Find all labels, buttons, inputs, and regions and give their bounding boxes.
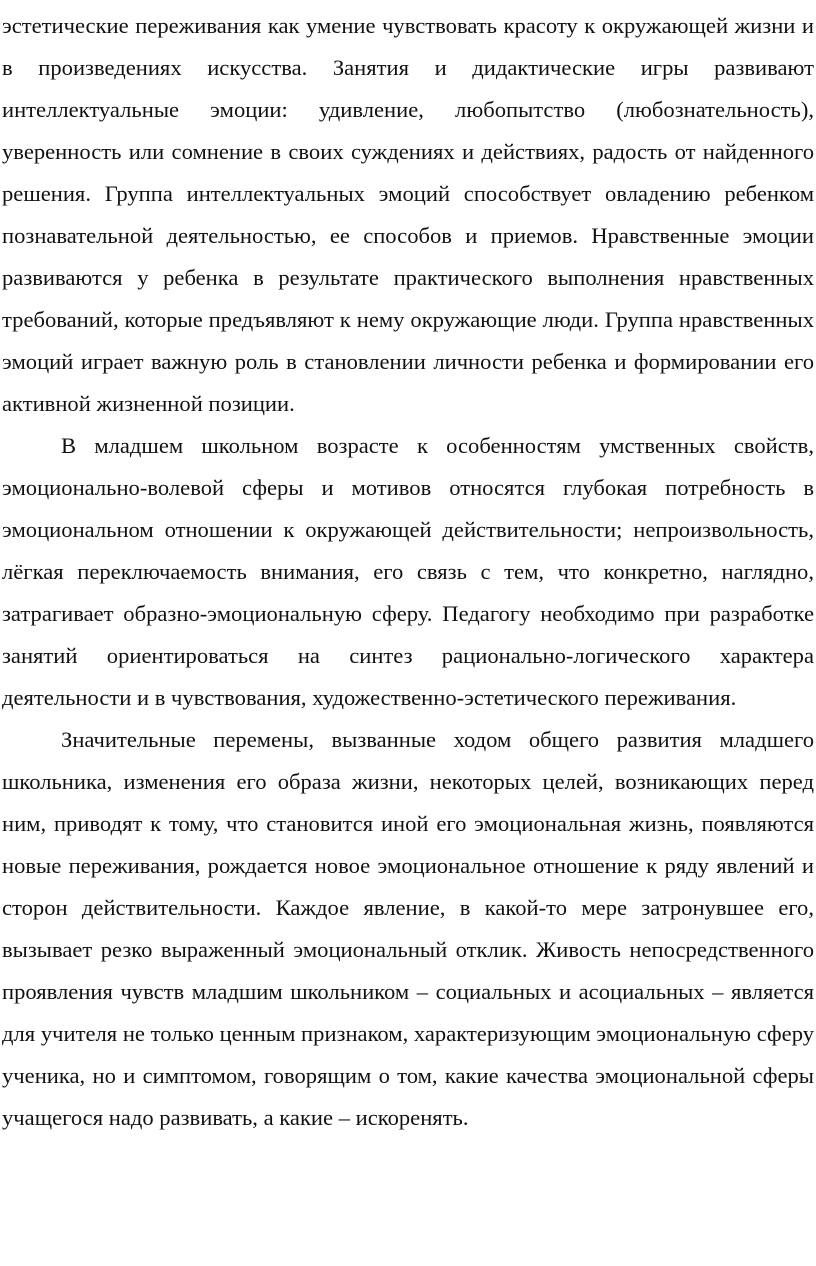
paragraph-3: Значительные перемены, вызванные ходом общего развития младшего школьника, изменения его образа жизни, некоторых целей, возникающих перед ним, приводят к тому, что становится иной его эмоциональная жизнь, появляются новые переживания, рождается новое эмоциональное отношение к ряду явлений и сторон действительности. Каждое явление, в какой-то мере затронувшее его, вызывает резко выраженный эмоциональный отклик. Живость непосредственного проявления чувств младшим школьником – социальных и асоциальных – является для учителя не только ценным признаком, характеризующим эмоциональную сферу ученика, но и симптомом, говорящим о том, какие качества эмоциональной сферы учащегося надо развивать, а какие – искоренять. bbox=[2, 727, 814, 1130]
paragraph-1: эстетические переживания как умение чувствовать красоту к окружающей жизни и в произведениях искусства. Занятия и дидактические игры развивают интеллектуальные эмоции: удивление, любопытство (любознательность), уверенность или сомнение в своих суждениях и действиях, радость от найденного решения. Группа интеллектуальных эмоций способствует овладению ребенком познавательной деятельностью, ее способов и приемов. Нравственные эмоции развиваются у ребенка в результате практического выполнения нравственных требований, которые предъявляют к нему окружающие люди. Группа нравственных эмоций играет важную роль в становлении личности ребенка и формировании его активной жизненной позиции. bbox=[2, 13, 814, 416]
paragraph-2: В младшем школьном возрасте к особенностям умственных свойств, эмоционально-волевой сферы и мотивов относятся глубокая потребность в эмоциональном отношении к окружающей действительности; непроизвольность, лёгкая переключаемость внимания, его связь с тем, что конкретно, наглядно, затрагивает образно-эмоциональную сферу. Педагогу необходимо при разработке занятий ориентироваться на синтез рационально-логического характера деятельности и в чувствования, художественно-эстетического переживания. bbox=[2, 433, 814, 710]
